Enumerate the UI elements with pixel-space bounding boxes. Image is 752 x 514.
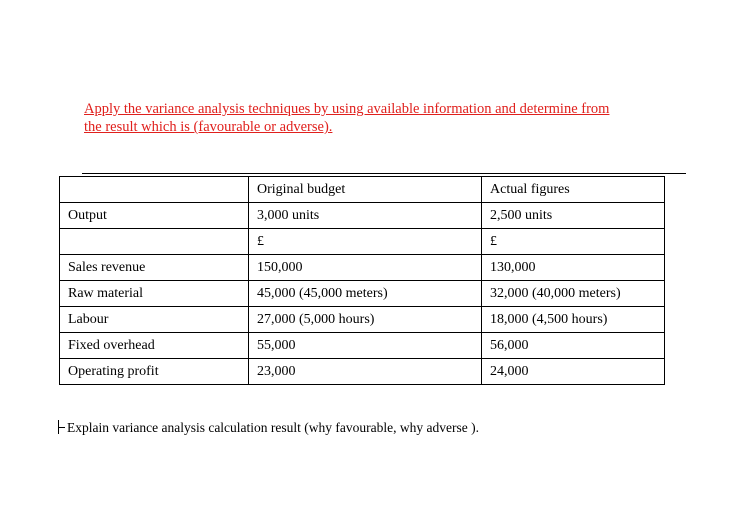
row-label: Sales revenue xyxy=(60,255,249,281)
question-heading xyxy=(84,100,684,136)
budget-value: 150,000 xyxy=(249,255,482,281)
actual-value: 32,000 (40,000 meters) xyxy=(482,281,665,307)
row-label: Output xyxy=(60,203,249,229)
budget-value: 45,000 (45,000 meters) xyxy=(249,281,482,307)
task-instruction xyxy=(58,420,479,436)
question-heading-line-2: the result which is (favourable or adverse). xyxy=(84,119,333,135)
table-row-operating-profit xyxy=(60,359,665,385)
header-cell-blank xyxy=(60,177,249,203)
header-cell-actual-figures: Actual figures xyxy=(482,177,665,203)
actual-value: 130,000 xyxy=(482,255,665,281)
table-row-sales-revenue xyxy=(60,255,665,281)
actual-value: 56,000 xyxy=(482,333,665,359)
row-label: Operating profit xyxy=(60,359,249,385)
table-header-row xyxy=(60,177,665,203)
row-label xyxy=(60,229,249,255)
row-label: Raw material xyxy=(60,281,249,307)
budget-value: 55,000 xyxy=(249,333,482,359)
actual-value: 2,500 units xyxy=(482,203,665,229)
actual-value: 18,000 (4,500 hours) xyxy=(482,307,665,333)
table-row-currency xyxy=(60,229,665,255)
row-label: Fixed overhead xyxy=(60,333,249,359)
table-row-labour xyxy=(60,307,665,333)
budget-table xyxy=(59,176,665,385)
list-marker-icon xyxy=(58,420,66,434)
horizontal-rule xyxy=(82,173,686,174)
header-cell-original-budget: Original budget xyxy=(249,177,482,203)
table-row-raw-material xyxy=(60,281,665,307)
question-heading-line-1: Apply the variance analysis techniques by using available information and determine from xyxy=(84,101,610,117)
row-label: Labour xyxy=(60,307,249,333)
actual-currency-symbol: £ xyxy=(482,229,665,255)
table-row-fixed-overhead xyxy=(60,333,665,359)
budget-value: 23,000 xyxy=(249,359,482,385)
budget-value: 3,000 units xyxy=(249,203,482,229)
budget-value: 27,000 (5,000 hours) xyxy=(249,307,482,333)
task-instruction-text: Explain variance analysis calculation result (why favourable, why adverse ). xyxy=(67,420,479,435)
actual-value: 24,000 xyxy=(482,359,665,385)
table-row-output xyxy=(60,203,665,229)
budget-currency-symbol: £ xyxy=(249,229,482,255)
